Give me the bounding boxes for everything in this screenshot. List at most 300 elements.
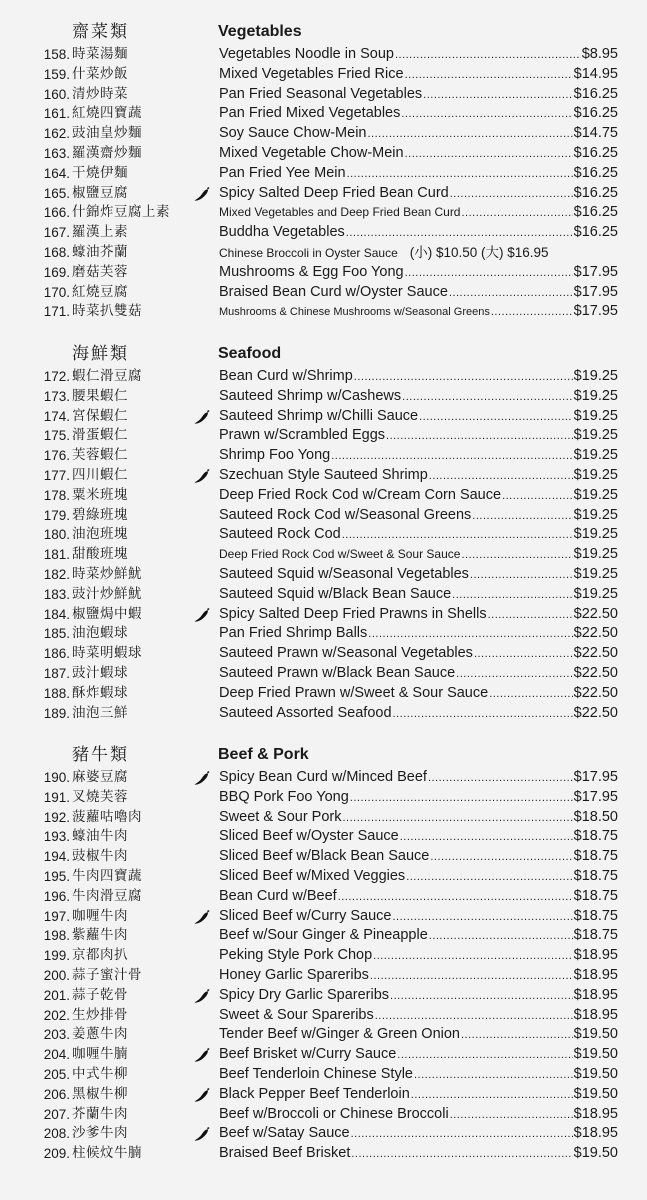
item-name-chinese: 芥蘭牛肉 — [72, 1105, 128, 1122]
item-name-chinese: 椒鹽豆腐 — [72, 184, 128, 201]
leader-dots — [338, 887, 573, 908]
item-english-line — [219, 184, 618, 205]
section-title-english: Seafood — [218, 345, 282, 362]
item-name-english: Beef w/Broccoli or Chinese Broccoli — [219, 1105, 449, 1122]
chili-pepper-icon — [193, 1087, 211, 1103]
item-name-chinese: 時菜湯麵 — [72, 46, 128, 62]
item-name-english: Sliced Beef w/Black Bean Sauce — [219, 848, 430, 865]
item-price: $18.95 — [573, 966, 618, 983]
item-price: $18.95 — [573, 947, 618, 964]
item-list — [0, 45, 647, 322]
item-number: 172. — [43, 369, 70, 384]
menu-item-row — [0, 1006, 647, 1026]
item-english-line — [219, 907, 618, 928]
item-name-chinese: 什菜炒飯 — [72, 65, 128, 82]
item-name-english: Sweet & Sour Pork — [219, 808, 342, 825]
item-name-english: Mushrooms & Chinese Mushrooms w/Seasonal Greens — [219, 306, 490, 319]
item-english-line — [219, 367, 618, 388]
item-number: 181. — [43, 547, 70, 563]
leader-dots — [470, 565, 573, 586]
item-name-english: Sweet & Sour Spareribs — [219, 1006, 374, 1023]
leader-dots — [502, 486, 573, 507]
section-vegetables — [0, 19, 647, 322]
item-number: 159. — [43, 66, 70, 82]
item-name-english: Mixed Vegetables Fried Rice — [219, 65, 404, 82]
item-name-chinese: 咖喱牛腩 — [72, 1046, 128, 1063]
item-name-chinese: 蒜子乾骨 — [72, 986, 128, 1003]
chili-pepper-icon — [193, 988, 211, 1004]
item-english-line — [219, 506, 618, 527]
item-english-line — [219, 164, 618, 185]
item-english-line — [219, 283, 618, 304]
item-number: 197. — [43, 908, 70, 924]
item-price: $19.25 — [573, 427, 618, 444]
item-name-english: Spicy Salted Deep Fried Prawns in Shells — [219, 605, 487, 622]
item-name-english: Mushrooms & Egg Foo Yong — [219, 263, 404, 280]
item-name-chinese: 紫蘿牛肉 — [72, 927, 128, 944]
item-name-chinese: 蝦仁滑豆腐 — [72, 368, 142, 384]
item-name-chinese: 豉汁蝦球 — [72, 664, 128, 681]
item-price: $19.25 — [573, 565, 618, 582]
item-number: 196. — [43, 888, 70, 904]
menu-item-row — [0, 1065, 647, 1085]
item-price: $19.25 — [573, 506, 618, 523]
item-name-english: Braised Bean Curd w/Oyster Sauce — [219, 283, 448, 300]
item-list — [0, 367, 647, 723]
menu-item-row — [0, 525, 647, 545]
leader-dots — [393, 704, 573, 725]
item-number: 205. — [43, 1066, 70, 1082]
item-english-line — [219, 1124, 618, 1145]
item-price: $17.95 — [573, 283, 618, 300]
menu-item-row — [0, 223, 647, 243]
leader-dots — [370, 966, 573, 987]
item-name-english: Spicy Salted Deep Fried Bean Curd — [219, 184, 449, 201]
item-number: 175. — [43, 428, 70, 444]
item-price: $16.25 — [573, 184, 618, 201]
item-english-line — [219, 768, 618, 789]
item-name-english: BBQ Pork Foo Yong — [219, 788, 349, 805]
item-name-english: Sauteed Rock Cod — [219, 526, 341, 543]
menu-item-row — [0, 768, 647, 788]
item-english-line — [219, 45, 618, 66]
menu-item-row — [0, 808, 647, 828]
item-price: $18.75 — [573, 867, 618, 884]
item-english-line — [219, 85, 618, 106]
item-name-english: Pan Fried Shrimp Balls — [219, 625, 368, 642]
leader-dots — [491, 302, 573, 323]
item-name-chinese: 時菜扒雙菇 — [72, 303, 142, 320]
leader-dots — [461, 203, 572, 224]
item-price: $18.95 — [573, 1125, 618, 1142]
menu-item-row — [0, 624, 647, 644]
menu-item-row — [0, 506, 647, 526]
item-english-line — [219, 808, 618, 829]
menu-item-row — [0, 926, 647, 946]
item-english-line — [219, 986, 618, 1007]
item-name-english: Sauteed Assorted Seafood — [219, 704, 392, 721]
item-name-english: Mixed Vegetables and Deep Fried Bean Curd — [219, 205, 461, 220]
section-title-chinese: 豬牛類 — [72, 745, 129, 765]
item-english-line — [219, 1105, 618, 1126]
item-price: $22.50 — [573, 704, 618, 721]
item-name-english: Beef Tenderloin Chinese Style — [219, 1065, 413, 1082]
item-price: $22.50 — [573, 684, 618, 701]
item-english-line — [219, 302, 618, 323]
item-price: $19.25 — [573, 546, 618, 563]
item-price: $17.95 — [573, 788, 618, 805]
item-number: 186. — [43, 646, 70, 662]
item-name-chinese: 中式牛柳 — [72, 1065, 128, 1082]
leader-dots — [405, 263, 573, 284]
section-title-chinese: 海鮮類 — [72, 344, 129, 364]
item-name-english: Sauteed Squid w/Seasonal Vegetables — [219, 565, 469, 582]
item-name-english: Pan Fried Mixed Vegetables — [219, 105, 401, 122]
item-number: 180. — [43, 527, 70, 543]
item-name-english: Black Pepper Beef Tenderloin — [219, 1085, 410, 1102]
item-english-line — [219, 684, 618, 705]
item-number: 200. — [43, 967, 70, 983]
item-number: 192. — [43, 809, 70, 825]
item-english-line — [219, 486, 618, 507]
section-seafood — [0, 341, 647, 723]
section-header — [0, 742, 647, 768]
item-english-line — [219, 867, 618, 888]
item-price: $18.50 — [573, 808, 618, 825]
item-price: $17.95 — [573, 303, 618, 320]
item-name-english: Spicy Bean Curd w/Minced Beef — [219, 769, 427, 785]
item-english-line — [219, 788, 618, 809]
item-name-english: Vegetables Noodle in Soup — [219, 46, 394, 62]
item-number: 168. — [43, 244, 70, 260]
item-price: $18.75 — [573, 848, 618, 865]
item-name-chinese: 四川蝦仁 — [72, 466, 128, 483]
leader-dots — [429, 466, 573, 487]
item-name-chinese: 油泡班塊 — [72, 526, 128, 543]
item-name-chinese: 蒜子蜜汁骨 — [72, 966, 142, 983]
item-number: 165. — [43, 185, 70, 201]
item-name-chinese: 咖喱牛肉 — [72, 907, 128, 924]
item-name-chinese: 叉燒芙蓉 — [72, 788, 128, 805]
chili-pepper-icon — [193, 909, 211, 925]
item-number: 185. — [43, 626, 70, 642]
item-price: $19.25 — [573, 368, 618, 384]
item-name-english: Shrimp Foo Yong — [219, 447, 331, 464]
menu-item-row — [0, 387, 647, 407]
item-number: 166. — [43, 205, 70, 221]
menu-item-row — [0, 466, 647, 486]
item-name-chinese: 時菜炒鮮魷 — [72, 565, 142, 582]
leader-dots — [405, 144, 573, 165]
item-price: $18.75 — [573, 927, 618, 944]
item-name-chinese: 椒鹽焗中蝦 — [72, 605, 142, 622]
item-number: 167. — [43, 225, 70, 241]
menu-item-row — [0, 144, 647, 164]
item-english-line — [219, 1045, 618, 1066]
item-english-line — [219, 1065, 618, 1086]
item-english-line — [219, 387, 618, 408]
item-number: 190. — [43, 770, 70, 785]
menu-item-row — [0, 867, 647, 887]
leader-dots — [456, 664, 572, 685]
item-number: 189. — [43, 705, 70, 721]
item-english-line — [219, 466, 618, 487]
leader-dots — [354, 367, 573, 388]
item-english-line — [219, 545, 618, 566]
item-name-english: Sliced Beef w/Oyster Sauce — [219, 828, 399, 845]
leader-dots — [395, 45, 581, 66]
item-number: 163. — [43, 145, 70, 161]
section-beef-pork — [0, 742, 647, 1164]
item-name-chinese: 油泡三鮮 — [72, 704, 128, 721]
item-price: $19.25 — [573, 447, 618, 464]
item-english-line — [219, 407, 618, 428]
menu-item-row — [0, 446, 647, 466]
item-name-chinese: 宮保蝦仁 — [72, 407, 128, 424]
item-number: 203. — [43, 1027, 70, 1043]
item-name-chinese: 黑椒牛柳 — [72, 1085, 128, 1102]
menu-item-row — [0, 243, 647, 263]
item-price: $22.50 — [573, 645, 618, 662]
item-number: 169. — [43, 264, 70, 280]
menu-item-row — [0, 664, 647, 684]
chili-pepper-icon — [193, 409, 211, 425]
item-name-chinese: 油泡蝦球 — [72, 625, 128, 642]
leader-dots — [449, 283, 573, 304]
item-number: 179. — [43, 507, 70, 523]
item-price: $19.25 — [573, 407, 618, 424]
menu-item-row — [0, 1045, 647, 1065]
leader-dots — [423, 85, 572, 106]
item-price: $18.75 — [573, 887, 618, 904]
item-english-line — [219, 704, 618, 725]
item-price: $22.50 — [573, 605, 618, 622]
menu-item-row — [0, 203, 647, 223]
item-name-english: Deep Fried Rock Cod w/Sweet & Sour Sauce — [219, 547, 461, 562]
item-price: $19.25 — [573, 526, 618, 543]
item-number: 164. — [43, 165, 70, 181]
item-number: 195. — [43, 868, 70, 884]
item-name-chinese: 沙爹牛肉 — [72, 1125, 128, 1142]
menu-item-row — [0, 65, 647, 85]
menu-item-row — [0, 986, 647, 1006]
item-number: 183. — [43, 586, 70, 602]
leader-dots — [351, 1144, 572, 1165]
menu-item-row — [0, 907, 647, 927]
menu-item-row — [0, 283, 647, 303]
menu-item-row — [0, 788, 647, 808]
item-name-chinese: 牛肉四寶蔬 — [72, 867, 142, 884]
item-english-line — [219, 1025, 618, 1046]
item-price: $18.75 — [573, 828, 618, 845]
section-header — [0, 341, 647, 367]
item-price: $19.50 — [573, 1046, 618, 1063]
menu-item-row — [0, 1144, 647, 1164]
item-price: $14.95 — [573, 65, 618, 82]
item-number: 191. — [43, 789, 70, 805]
item-english-line — [219, 926, 618, 947]
menu-item-row — [0, 704, 647, 724]
leader-dots — [375, 1006, 573, 1027]
leader-dots — [489, 684, 572, 705]
menu-item-row — [0, 966, 647, 986]
item-number: 206. — [43, 1086, 70, 1102]
item-name-english: Chinese Broccoli in Oyster Sauce — [219, 245, 398, 260]
item-english-line — [219, 664, 618, 685]
item-price: $18.75 — [573, 907, 618, 924]
leader-dots — [461, 545, 572, 566]
item-name-english: Sauteed Rock Cod w/Seasonal Greens — [219, 506, 472, 523]
item-name-chinese: 磨菇芙蓉 — [72, 263, 128, 280]
item-english-line — [219, 426, 618, 447]
section-title-english: Beef & Pork — [218, 746, 309, 763]
item-price: $18.95 — [573, 1105, 618, 1122]
leader-dots — [488, 605, 573, 626]
leader-dots — [406, 867, 572, 888]
item-number: 201. — [43, 987, 70, 1003]
item-name-english: Soy Sauce Chow-Mein — [219, 125, 367, 142]
item-name-chinese: 芙蓉蝦仁 — [72, 447, 128, 464]
item-name-english: Sauteed Squid w/Black Bean Sauce — [219, 585, 452, 602]
item-name-chinese: 紅燒豆腐 — [72, 283, 128, 300]
menu-item-row — [0, 486, 647, 506]
leader-dots — [429, 926, 573, 947]
chili-pepper-icon — [193, 770, 211, 786]
item-english-line — [219, 525, 618, 546]
item-number: 160. — [43, 86, 70, 102]
item-name-chinese: 羅漢上素 — [72, 224, 128, 241]
item-english-line — [219, 263, 618, 284]
item-size-prices: (小) $10.50 (大) $16.95 — [409, 244, 549, 260]
item-english-line — [219, 887, 618, 908]
item-number: 177. — [43, 467, 70, 483]
item-name-english: Prawn w/Scrambled Eggs — [219, 427, 386, 444]
item-list — [0, 768, 647, 1164]
item-name-chinese: 滑蛋蝦仁 — [72, 427, 128, 444]
item-number: 178. — [43, 487, 70, 503]
item-price: $17.95 — [573, 769, 618, 785]
item-price: $16.25 — [573, 85, 618, 102]
item-name-chinese: 紅燒四寶蔬 — [72, 105, 142, 122]
menu-item-row — [0, 644, 647, 664]
item-name-chinese: 甜酸班塊 — [72, 546, 128, 563]
leader-dots — [343, 808, 573, 829]
item-name-english: Beef Brisket w/Curry Sauce — [219, 1046, 397, 1063]
section-title-english: Vegetables — [218, 23, 302, 40]
item-name-english: Beef w/Satay Sauce — [219, 1125, 350, 1142]
menu-item-row — [0, 585, 647, 605]
item-number: 204. — [43, 1047, 70, 1063]
item-name-chinese: 牛肉滑豆腐 — [72, 887, 142, 904]
item-price: $19.50 — [573, 1065, 618, 1082]
leader-dots — [390, 986, 573, 1007]
item-name-english: Sliced Beef w/Curry Sauce — [219, 907, 392, 924]
item-price: $8.95 — [581, 46, 618, 62]
leader-dots — [400, 827, 573, 848]
item-english-line — [219, 243, 618, 264]
item-name-english: Tender Beef w/Ginger & Green Onion — [219, 1026, 460, 1043]
item-name-english: Szechuan Style Sauteed Shrimp — [219, 466, 428, 483]
item-english-line — [219, 605, 618, 626]
leader-dots — [331, 446, 572, 467]
item-name-chinese: 酥炸蝦球 — [72, 684, 128, 701]
item-price: $17.95 — [573, 263, 618, 280]
item-name-english: Spicy Dry Garlic Spareribs — [219, 986, 390, 1003]
item-name-english: Deep Fried Prawn w/Sweet & Sour Sauce — [219, 684, 489, 701]
item-name-chinese: 豉汁炒鮮魷 — [72, 585, 142, 602]
item-name-chinese: 清炒時菜 — [72, 85, 128, 102]
item-price: $19.25 — [573, 387, 618, 404]
menu-item-row — [0, 184, 647, 204]
item-number: 184. — [43, 606, 70, 622]
item-number: 199. — [43, 948, 70, 964]
item-number: 194. — [43, 849, 70, 865]
menu-item-row — [0, 565, 647, 585]
menu-item-row — [0, 85, 647, 105]
menu-item-row — [0, 302, 647, 322]
item-number: 209. — [43, 1146, 70, 1162]
item-name-english: Pan Fried Yee Mein — [219, 164, 346, 181]
menu-item-row — [0, 367, 647, 387]
item-name-english: Bean Curd w/Beef — [219, 887, 337, 904]
item-name-english: Sauteed Shrimp w/Cashews — [219, 387, 402, 404]
item-name-chinese: 麻婆豆腐 — [72, 769, 128, 785]
item-number: 193. — [43, 829, 70, 845]
item-english-line — [219, 223, 618, 244]
item-number: 162. — [43, 126, 70, 142]
item-english-line — [219, 203, 618, 224]
item-name-chinese: 腰果蝦仁 — [72, 387, 128, 404]
item-english-line — [219, 644, 618, 665]
leader-dots — [368, 124, 573, 145]
item-english-line — [219, 585, 618, 606]
item-name-chinese: 時菜明蝦球 — [72, 645, 142, 662]
chili-pepper-icon — [193, 468, 211, 484]
item-name-chinese: 羅漢齋炒麵 — [72, 144, 142, 161]
item-price: $19.50 — [573, 1026, 618, 1043]
menu-item-row — [0, 1085, 647, 1105]
item-english-line — [219, 1144, 618, 1165]
menu-item-row — [0, 1025, 647, 1045]
item-name-english: Mixed Vegetable Chow-Mein — [219, 144, 404, 161]
item-english-line — [219, 847, 618, 868]
leader-dots — [472, 506, 572, 527]
chili-pepper-icon — [193, 1047, 211, 1063]
leader-dots — [397, 1045, 572, 1066]
item-name-chinese: 柱候炆牛腩 — [72, 1145, 142, 1162]
menu-item-row — [0, 1105, 647, 1125]
menu-item-row — [0, 946, 647, 966]
item-price: $16.25 — [573, 105, 618, 122]
menu-item-row — [0, 426, 647, 446]
leader-dots — [402, 387, 572, 408]
menu-item-row — [0, 605, 647, 625]
menu-item-row — [0, 124, 647, 144]
leader-dots — [428, 768, 573, 789]
leader-dots — [347, 164, 573, 185]
leader-dots — [392, 907, 572, 928]
item-name-chinese: 姜蔥牛肉 — [72, 1026, 128, 1043]
item-english-line — [219, 966, 618, 987]
leader-dots — [461, 1025, 573, 1046]
leader-dots — [430, 847, 572, 868]
leader-dots — [414, 1065, 573, 1086]
item-number: 161. — [43, 106, 70, 122]
item-number: 174. — [43, 408, 70, 424]
item-english-line — [219, 124, 618, 145]
item-price: $19.25 — [573, 466, 618, 483]
chili-pepper-icon — [193, 186, 211, 202]
